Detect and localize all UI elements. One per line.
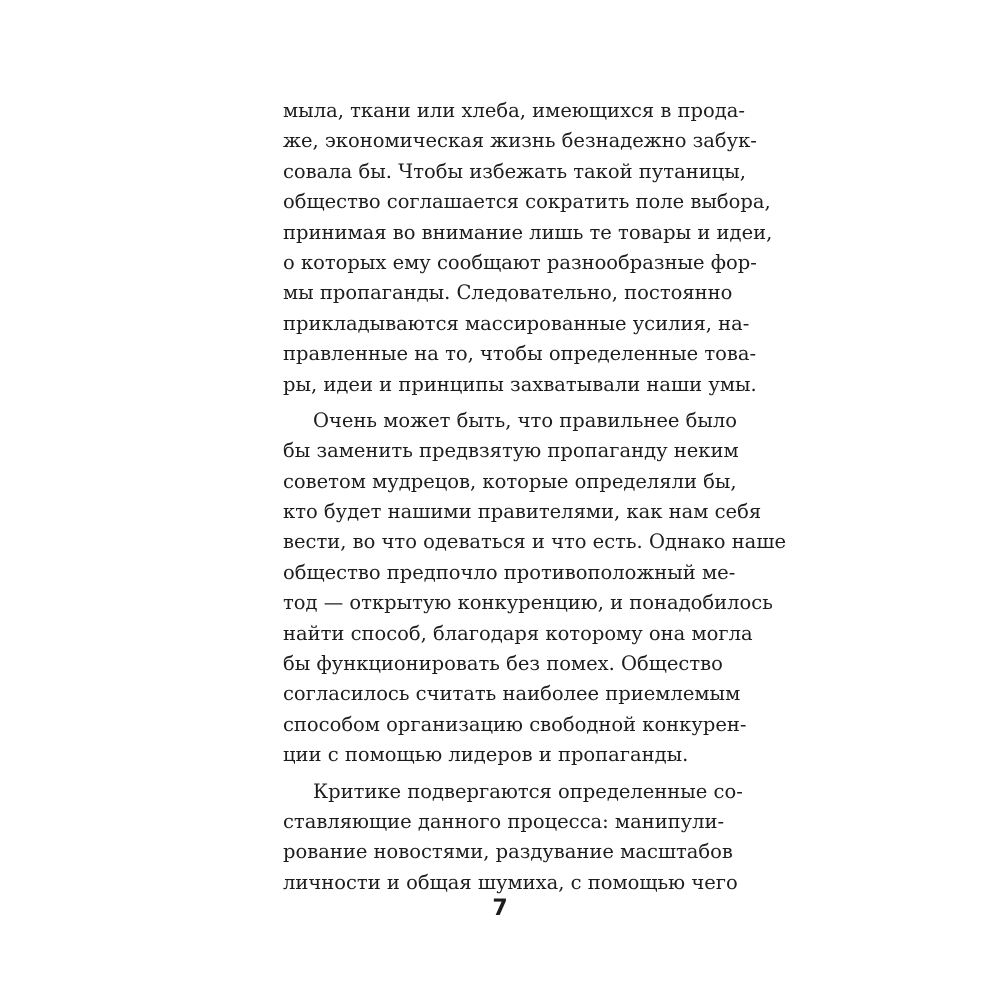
text-line: о которых ему сообщают разнообразные фор- — [283, 250, 757, 274]
text-line: правленные на то, чтобы определенные това- — [283, 342, 757, 366]
text-line: кто будет нашими правителями, как нам себя — [283, 500, 762, 524]
text-line: Критике подвергаются определенные со- — [313, 779, 743, 803]
text-line: Очень может быть, что правильнее было — [313, 408, 738, 432]
text-line: совала бы. Чтобы избежать такой путаницы, — [283, 159, 746, 183]
text-line: общество соглашается сократить поле выбора, — [283, 190, 771, 214]
text-line: мыла, ткани или хлеба, имеющихся в прода- — [283, 99, 746, 122]
text-line: найти способ, благодаря которому она могла — [283, 621, 753, 645]
text-line: общество предпочло противоположный ме- — [283, 560, 736, 584]
text-line: способом организацию свободной конкурен- — [283, 712, 747, 736]
text-line: вести, во что одеваться и что есть. Однако наше — [283, 530, 786, 554]
paragraph-3 — [283, 777, 743, 899]
text-line: принимая во внимание лишь те товары и идеи, — [283, 220, 773, 244]
text-line: ры, идеи и принципы захватывали наши умы. — [283, 372, 757, 396]
text-line: личности и общая шумиха, с помощью чего — [283, 870, 738, 894]
paragraph-1 — [283, 96, 773, 400]
text-line: прикладываются массированные усилия, на- — [283, 311, 750, 335]
text-line: бы функционировать без помех. Общество — [283, 652, 723, 676]
text-line: согласилось считать наиболее приемлемым — [283, 682, 741, 706]
paragraph-2 — [283, 406, 786, 771]
text-line: мы пропаганды. Следовательно, постоянно — [283, 281, 733, 305]
text-line: бы заменить предвзятую пропаганду неким — [283, 439, 739, 463]
text-line: советом мудрецов, которые определяли бы, — [283, 469, 737, 493]
text-line: рование новостями, раздувание масштабов — [283, 840, 733, 864]
text-body — [283, 96, 786, 898]
text-line: ставляющие данного процесса: манипули- — [283, 809, 725, 833]
text-line: ции с помощью лидеров и пропаганды. — [283, 743, 689, 767]
page-number: 7 — [492, 896, 508, 921]
text-line: же, экономическая жизнь безнадежно забук- — [283, 129, 757, 153]
text-line: тод — открытую конкуренцию, и понадобилось — [283, 591, 773, 615]
